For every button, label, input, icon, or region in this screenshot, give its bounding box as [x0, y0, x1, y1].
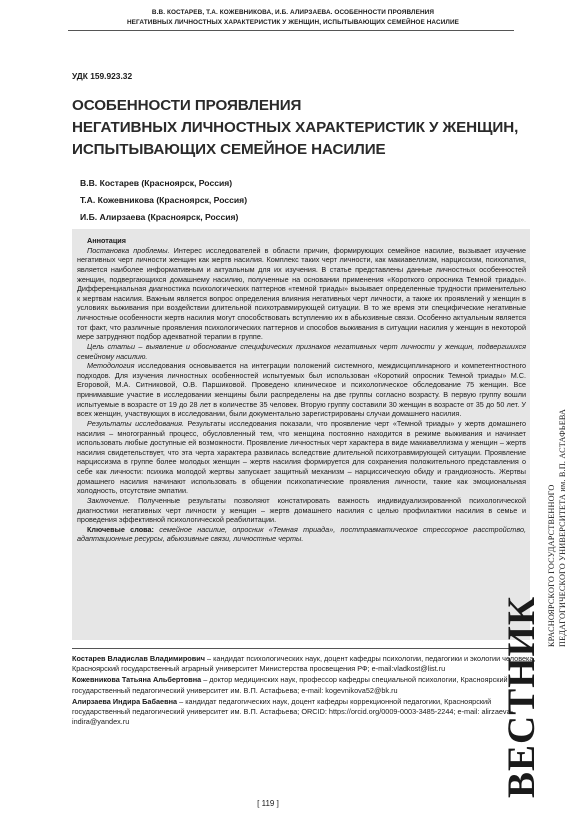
journal-spine-title: ВЕСТНИК	[500, 595, 543, 798]
conclusion-text: Полученные результаты позволяют констатировать важность индивидуализированной психологической диагностики негативных черт личности у женщин – жертв домашнего насилия с целью профилактики насилия в семье и проведения эффективной психологической реабилитации.	[77, 495, 526, 525]
abstract-goal: Цель статьи – выявление и обоснование специфических признаков негативных черт личности у женщин, подвергшихся семейному насилию.	[77, 341, 526, 361]
spine-subtitle-line-2: ПЕДАГОГИЧЕСКОГО УНИВЕРСИТЕТА им. В.П. АСТАФЬЕВА	[557, 408, 567, 647]
methodology-label: Методология	[87, 361, 135, 371]
bio-2	[72, 675, 538, 695]
author-2: Т.А. Кожевникова (Красноярск, Россия)	[80, 195, 248, 205]
title-line-1: ОСОБЕННОСТИ ПРОЯВЛЕНИЯ	[72, 97, 302, 114]
keywords-text: семейное насилие, опросник «Темная триада», посттравматическое стрессорное расстройство, адаптационные ресурсы, абьюзивные связи, личностные черты.	[77, 524, 526, 544]
conclusion-label: Заключение.	[87, 495, 130, 505]
abstract-results	[77, 419, 526, 496]
title-line-2: НЕГАТИВНЫХ ЛИЧНОСТНЫХ ХАРАКТЕРИСТИК У ЖЕНЩИН,	[72, 119, 519, 136]
bio-3-name: Алирзаева Индира Бабаевна	[72, 696, 178, 706]
journal-spine-subtitle	[547, 327, 568, 647]
author-bios	[72, 654, 538, 728]
bio-3	[72, 697, 538, 728]
author-list	[80, 175, 247, 226]
abstract-problem	[77, 246, 526, 342]
results-label: Результаты исследования.	[87, 418, 185, 428]
header-divider	[68, 30, 514, 31]
problem-text: Интерес исследователей в области причин, формирующих семейное насилие, вызывает изучение негативных черт личности женщин как жертв насилия. Комплекс таких черт личности, как макиавеллизм, нарциссизм, психопатия, является наиболее информативным и актуальным для их изучения. В статье представлены данные личностных особенностей женщин, подвергающихся домашнему насилию, полученные на основании применения «Короткого опросника Темной триады». Дифференциальная диагностика психологических паттернов «темной триады» вызывает определенные трудности применительно к жертвам насилия. Важным является вопрос определения влияния негативных черт личности, а также их проявлений у женщин в условиях выживания при воздействии длительной психотравмирующей ситуации. В то же время эти специфические негативные личностные особенности жертв насилия могут способствовать вступлению их в абьюзивные связи. Особенно актуальным является тот факт, что различные проявления психологических паттернов и способов выживания в ситуации насилия у женщин в некоторой мере затрудняют подбор адекватной терапии в группе.	[77, 245, 526, 342]
running-header	[0, 8, 586, 28]
author-1: В.В. Костарев (Красноярск, Россия)	[80, 178, 233, 188]
abstract-content	[77, 236, 526, 544]
page-number: [ 119 ]	[257, 799, 279, 808]
bio-3-text: – кандидат педагогических наук, доцент кафедры коррекционной педагогики, Красноярский государственный педагогический университет им. В.П. Астафьева; ORCID: https://orcid.org/0009-0003-3485-2244; e-mail: alirzaeva-indira@yandex.ru	[72, 696, 514, 727]
abstract-methodology	[77, 361, 526, 419]
abstract-keywords	[77, 525, 526, 544]
bio-1-text: – кандидат психологических наук, доцент кафедры психологии, педагогики и экологии человека, Красноярский государственный аграрный университет Министерства просвещения РФ; e-mail:vladkost@list.ru	[72, 654, 536, 674]
running-header-line-1: В.В. КОСТАРЕВ, Т.А. КОЖЕВНИКОВА, И.Б. АЛИРЗАЕВА. ОСОБЕННОСТИ ПРОЯВЛЕНИЯ	[151, 9, 435, 16]
abstract-heading: Аннотация	[87, 236, 126, 245]
running-header-line-2: НЕГАТИВНЫХ ЛИЧНОСТНЫХ ХАРАКТЕРИСТИК У ЖЕНЩИН, ИСПЫТЫВАЮЩИХ СЕМЕЙНОЕ НАСИЛИЕ	[126, 19, 460, 26]
title-line-3: ИСПЫТЫВАЮЩИХ СЕМЕЙНОЕ НАСИЛИЕ	[72, 141, 386, 158]
abstract-conclusion	[77, 496, 526, 525]
bio-1	[72, 654, 538, 674]
spine-subtitle-line-1: КРАСНОЯРСКОГО ГОСУДАРСТВЕННОГО	[547, 484, 556, 647]
methodology-text: исследования основывается на интеграции положений системного, междисциплинарного и компетентностного подходов. Для изучения личностных особенностей испытуемых был использован «Короткий опросник Темной триады» М.С. Егоровой, М.А. Ситниковой, О.В. Паршиковой. Проведено клиническое и психологическое обследование 75 женщин. Все принимавшие участие в исследовании женщины были распределены на две группы согласно возрасту. В первую группу вошли испытуемые в возрасте от 19 до 28 лет в количестве 35 человек. Вторую группу составили 30 женщин в возрасте от 35 до 50 лет. У всех женщин, участвующих в исследовании, были документально зарегистрированы случаи домашнего насилия.	[77, 361, 526, 419]
udk-code: УДК 159.923.32	[72, 71, 133, 81]
results-text: Результаты исследования показали, что проявление черт «Темной триады» у жертв домашнего насилия – многогранный процесс, обусловленный тем, что женщина постоянно находится в режиме выживания и начинает использовать любые доступные ей возможности. Проявление личностных черт характера в виде макиавеллизма у женщин – жертв насилия свидетельствует, что эта черта характера развилась вследствие длительной психотравмирующей ситуации. Проявление нарциссизма в группе более молодых женщин – жертв насилия формируется для сохранения положительного представления о себе как личности: психика молодой жертвы запускает защитный механизм – нарциссическую обиду и грандиозность. Жертвы домашнего насилия начинают использовать в общении психопатические проявления личности, такие как эмоциональная холодность, отсутствие эмпатии.	[77, 418, 526, 496]
bio-divider	[72, 648, 530, 649]
article-title	[72, 95, 542, 161]
keywords-label: Ключевые слова:	[87, 524, 154, 534]
author-3: И.Б. Алирзаева (Красноярск, Россия)	[80, 212, 239, 222]
bio-1-name: Костарев Владислав Владимирович	[72, 654, 205, 663]
abstract-box	[72, 229, 530, 640]
problem-label: Постановка проблемы.	[87, 245, 170, 255]
bio-2-name: Кожевникова Татьяна Альбертовна	[72, 675, 202, 685]
bio-2-text: – доктор медицинских наук, профессор кафедры специальной психологии, Красноярский государственный педагогический университет им. В.П. Астафьева; e-mail: kogevnikova52@bk.ru	[72, 675, 508, 695]
